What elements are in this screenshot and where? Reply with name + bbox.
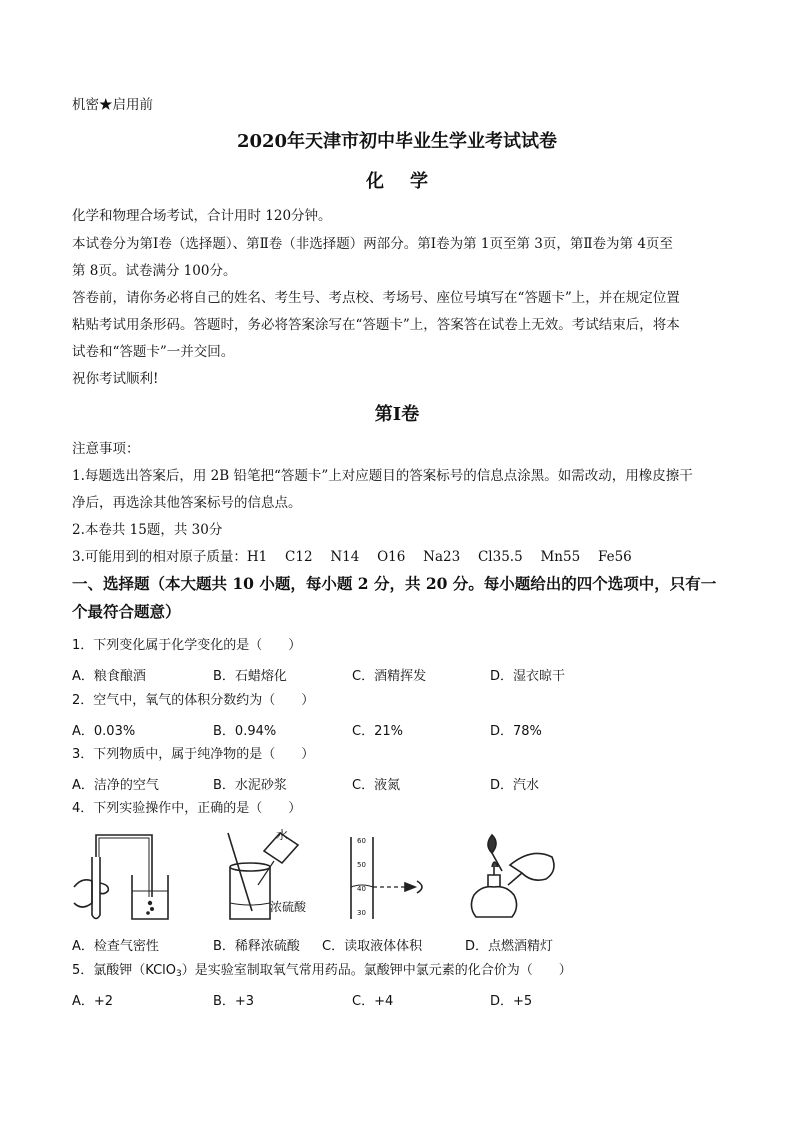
question-1-option-a: A．粮食酿酒 — [72, 669, 146, 684]
intro-paragraph-2-line-1: 本试卷分为第Ⅰ卷（选择题）、第Ⅱ卷（非选择题）两部分。第Ⅰ卷为第 1页至第 3页，第Ⅱ卷为第 4页至 — [72, 236, 673, 252]
intro-paragraph-2-line-2: 第 8页。试卷满分 100分。 — [72, 263, 237, 279]
question-3-option-b: B．水泥砂浆 — [213, 778, 287, 793]
cylinder-tick-60: 60 — [357, 837, 366, 845]
note-3: 3.可能用到的相对原子质量：H1 C12 N14 O16 Na23 Cl35.5 Mn55 Fe56 — [72, 549, 632, 565]
water-label: 水 — [276, 828, 289, 842]
question-2-stem: 2．空气中，氧气的体积分数约为（ ） — [72, 693, 315, 708]
question-1-option-b: B．石蜡熔化 — [213, 669, 287, 684]
intro-paragraph-3-line-2: 粘贴考试用条形码。答题时，务必将答案涂写在“答题卡”上，答案答在试卷上无效。考试结束后，将本 — [72, 317, 680, 333]
cylinder-tick-50: 50 — [357, 861, 366, 869]
question-4-option-b: B．稀释浓硫酸 — [213, 939, 300, 954]
graduated-cylinder-figure — [343, 827, 443, 925]
question-4-option-a: A．检查气密性 — [72, 939, 159, 954]
cylinder-tick-30: 30 — [357, 909, 366, 917]
question-1-option-d: D．湿衣晾干 — [490, 669, 566, 684]
notes-title: 注意事项： — [72, 441, 140, 457]
intro-paragraph-3-line-3: 试卷和“答题卡”一并交回。 — [72, 344, 235, 360]
note-1-line-1: 1.每题选出答案后，用 2B 铅笔把“答题卡”上对应题目的答案标号的信息点涂黑。如需改动，用橡皮擦干 — [72, 468, 693, 484]
good-luck-line: 祝你考试顺利! — [72, 371, 159, 387]
dilute-acid-figure — [218, 827, 338, 925]
question-4-option-c: C．读取液体体积 — [322, 939, 423, 954]
note-2: 2.本卷共 15题，共 30分 — [72, 522, 223, 538]
airtightness-check-figure — [70, 827, 180, 925]
question-2-option-c: C．21% — [352, 724, 403, 739]
cylinder-tick-40: 40 — [357, 885, 366, 893]
question-1-stem: 1．下列变化属于化学变化的是（ ） — [72, 638, 302, 653]
question-5-stem — [72, 962, 572, 983]
question-5-subscript: 3 — [176, 969, 182, 979]
question-4-option-d: D．点燃酒精灯 — [465, 939, 554, 954]
question-2-option-a: A．0.03% — [72, 724, 136, 739]
confidential-label: 机密★启用前 — [72, 97, 153, 113]
question-3-option-c: C．液氮 — [352, 778, 401, 793]
question-5-option-b: B．+3 — [213, 994, 255, 1009]
intro-paragraph-3-line-1: 答卷前，请你务必将自己的姓名、考生号、考点校、考场号、座位号填写在“答题卡”上，并在规定位置 — [72, 290, 680, 306]
question-3-option-d: D．汽水 — [490, 778, 540, 793]
section-heading: 一、选择题（本大题共 10 小题，每小题 2 分，共 20 分。每小题给出的四个选项中，只有一个最符合题意） — [72, 574, 717, 621]
note-1-line-2: 净后，再选涂其他答案标号的信息点。 — [72, 495, 302, 511]
question-4-stem: 4．下列实验操作中，正确的是（ ） — [72, 801, 302, 816]
question-5-option-c: C．+4 — [352, 994, 394, 1009]
subject-title: 化学 — [366, 171, 454, 192]
question-5-option-d: D．+5 — [490, 994, 533, 1009]
exam-title: 2020年天津市初中毕业生学业考试试卷 — [236, 131, 558, 152]
question-3-stem: 3．下列物质中，属于纯净物的是（ ） — [72, 747, 315, 762]
question-5-stem-post: ）是实验室制取氧气常用药品。氯酸钾中氯元素的化合价为（ ） — [181, 963, 572, 978]
alcohol-lamp-figure — [462, 827, 562, 925]
question-5-stem-pre: 5．氯酸钾（KClO — [72, 963, 177, 978]
question-2-option-b: B．0.94% — [213, 724, 277, 739]
volume-title: 第Ⅰ卷 — [374, 404, 420, 425]
intro-paragraph-1: 化学和物理合场考试，合计用时 120分钟。 — [72, 208, 332, 224]
question-1-option-c: C．酒精挥发 — [352, 669, 427, 684]
sulfuric-acid-label: 浓硫酸 — [270, 900, 307, 914]
question-2-option-d: D．78% — [490, 724, 542, 739]
question-5-option-a: A．+2 — [72, 994, 114, 1009]
question-3-option-a: A．洁净的空气 — [72, 778, 159, 793]
